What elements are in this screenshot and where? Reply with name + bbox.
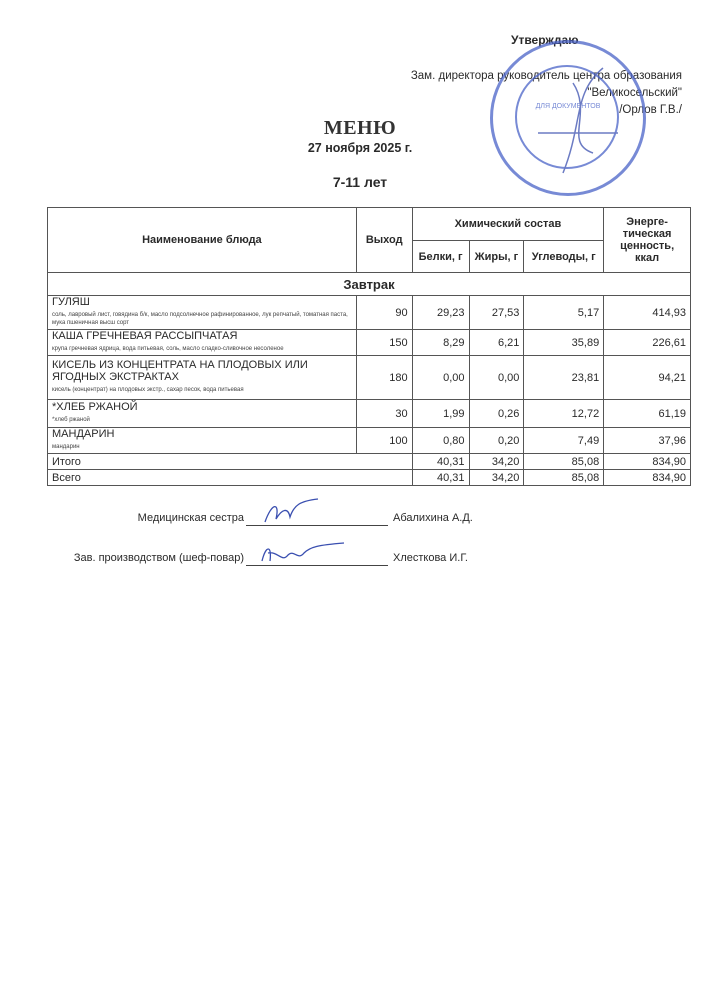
dish-energy: 414,93 (604, 296, 691, 330)
dish-fat: 6,21 (469, 330, 524, 356)
dish-protein: 1,99 (412, 400, 469, 428)
dish-energy: 61,19 (604, 400, 691, 428)
dish-energy: 94,21 (604, 356, 691, 400)
signature-name-chef: Хлесткова И.Г. (393, 552, 468, 564)
grand-totals-energy: 834,90 (604, 470, 691, 486)
totals-carbs: 85,08 (524, 454, 604, 470)
dish-fat: 0,20 (469, 428, 524, 454)
handwritten-signature-icon (258, 541, 348, 567)
dish-carbs: 35,89 (524, 330, 604, 356)
dish-energy: 226,61 (604, 330, 691, 356)
dish-yield: 150 (356, 330, 412, 356)
dish-protein: 0,00 (412, 356, 469, 400)
signature-role-nurse: Медицинская сестра (137, 512, 244, 524)
dish-name: *ХЛЕБ РЖАНОЙ (52, 401, 138, 413)
dish-fat: 27,53 (469, 296, 524, 330)
menu-table (47, 207, 691, 486)
dish-composition: мандарин (52, 444, 80, 450)
col-header-energy: Энерге-тическая ценность, ккал (604, 208, 691, 273)
totals-label: Итого (48, 454, 413, 470)
signature-role-chef: Зав. производством (шеф-повар) (73, 552, 244, 564)
col-header-name: Наименование блюда (48, 208, 357, 273)
approval-signer: /Орлов Г.В./ (619, 104, 682, 116)
table-row (48, 356, 691, 400)
grand-totals-protein: 40,31 (412, 470, 469, 486)
col-header-protein: Белки, г (412, 241, 469, 273)
dish-carbs: 12,72 (524, 400, 604, 428)
approval-title: Утверждаю (511, 33, 579, 47)
table-row (48, 296, 691, 330)
dish-name: ГУЛЯШ (52, 296, 90, 308)
handwritten-signature-icon (262, 497, 322, 527)
dish-fat: 0,00 (469, 356, 524, 400)
table-row (48, 400, 691, 428)
section-breakfast: Завтрак (48, 273, 691, 296)
age-group: 7-11 лет (332, 174, 388, 190)
dish-name: КАША ГРЕЧНЕВАЯ РАССЫПЧАТАЯ (52, 330, 238, 342)
col-header-yield: Выход (356, 208, 412, 273)
table-row (48, 428, 691, 454)
grand-totals-carbs: 85,08 (524, 470, 604, 486)
approval-org: "Великосельский" (587, 87, 682, 99)
dish-carbs: 23,81 (524, 356, 604, 400)
grand-totals-label: Всего (48, 470, 413, 486)
menu-date: 27 ноября 2025 г. (307, 141, 413, 155)
dish-yield: 30 (356, 400, 412, 428)
dish-composition: соль, лавровый лист, говядина б/к, масло подсолнечное рафинированное, лук репчатый, томатная паста, мука пшеничная высш сорт (52, 312, 348, 326)
dish-protein: 29,23 (412, 296, 469, 330)
dish-name: КИСЕЛЬ ИЗ КОНЦЕНТРАТА НА ПЛОДОВЫХ ИЛИ ЯГОДНЫХ ЭКСТРАКТАХ (52, 359, 308, 383)
dish-protein: 0,80 (412, 428, 469, 454)
totals-energy: 834,90 (604, 454, 691, 470)
dish-yield: 90 (356, 296, 412, 330)
signature-name-nurse: Абалихина А.Д. (393, 512, 473, 524)
dish-yield: 100 (356, 428, 412, 454)
dish-name: МАНДАРИН (52, 428, 115, 440)
grand-totals-row (48, 470, 691, 486)
dish-carbs: 5,17 (524, 296, 604, 330)
totals-row (48, 454, 691, 470)
col-header-chem: Химический состав (412, 208, 604, 241)
dish-composition: *хлеб ржаной (52, 417, 90, 423)
dish-fat: 0,26 (469, 400, 524, 428)
stamp-text: ДЛЯ ДОКУМЕНТОВ (535, 103, 601, 110)
col-header-carbs: Углеводы, г (524, 241, 604, 273)
dish-yield: 180 (356, 356, 412, 400)
dish-energy: 37,96 (604, 428, 691, 454)
dish-composition: крупа гречневая ядрица, вода питьевая, соль, масло сладко-сливочное несоленое (52, 346, 284, 352)
table-row (48, 330, 691, 356)
page-title: МЕНЮ (323, 117, 397, 139)
dish-carbs: 7,49 (524, 428, 604, 454)
dish-composition: кисель (концентрат) на плодовых экстр., сахар песок, вода питьевая (52, 387, 244, 393)
totals-fat: 34,20 (469, 454, 524, 470)
grand-totals-fat: 34,20 (469, 470, 524, 486)
dish-protein: 8,29 (412, 330, 469, 356)
col-header-fat: Жиры, г (469, 241, 524, 273)
totals-protein: 40,31 (412, 454, 469, 470)
approval-position: Зам. директора руководитель центра образования (410, 70, 682, 82)
